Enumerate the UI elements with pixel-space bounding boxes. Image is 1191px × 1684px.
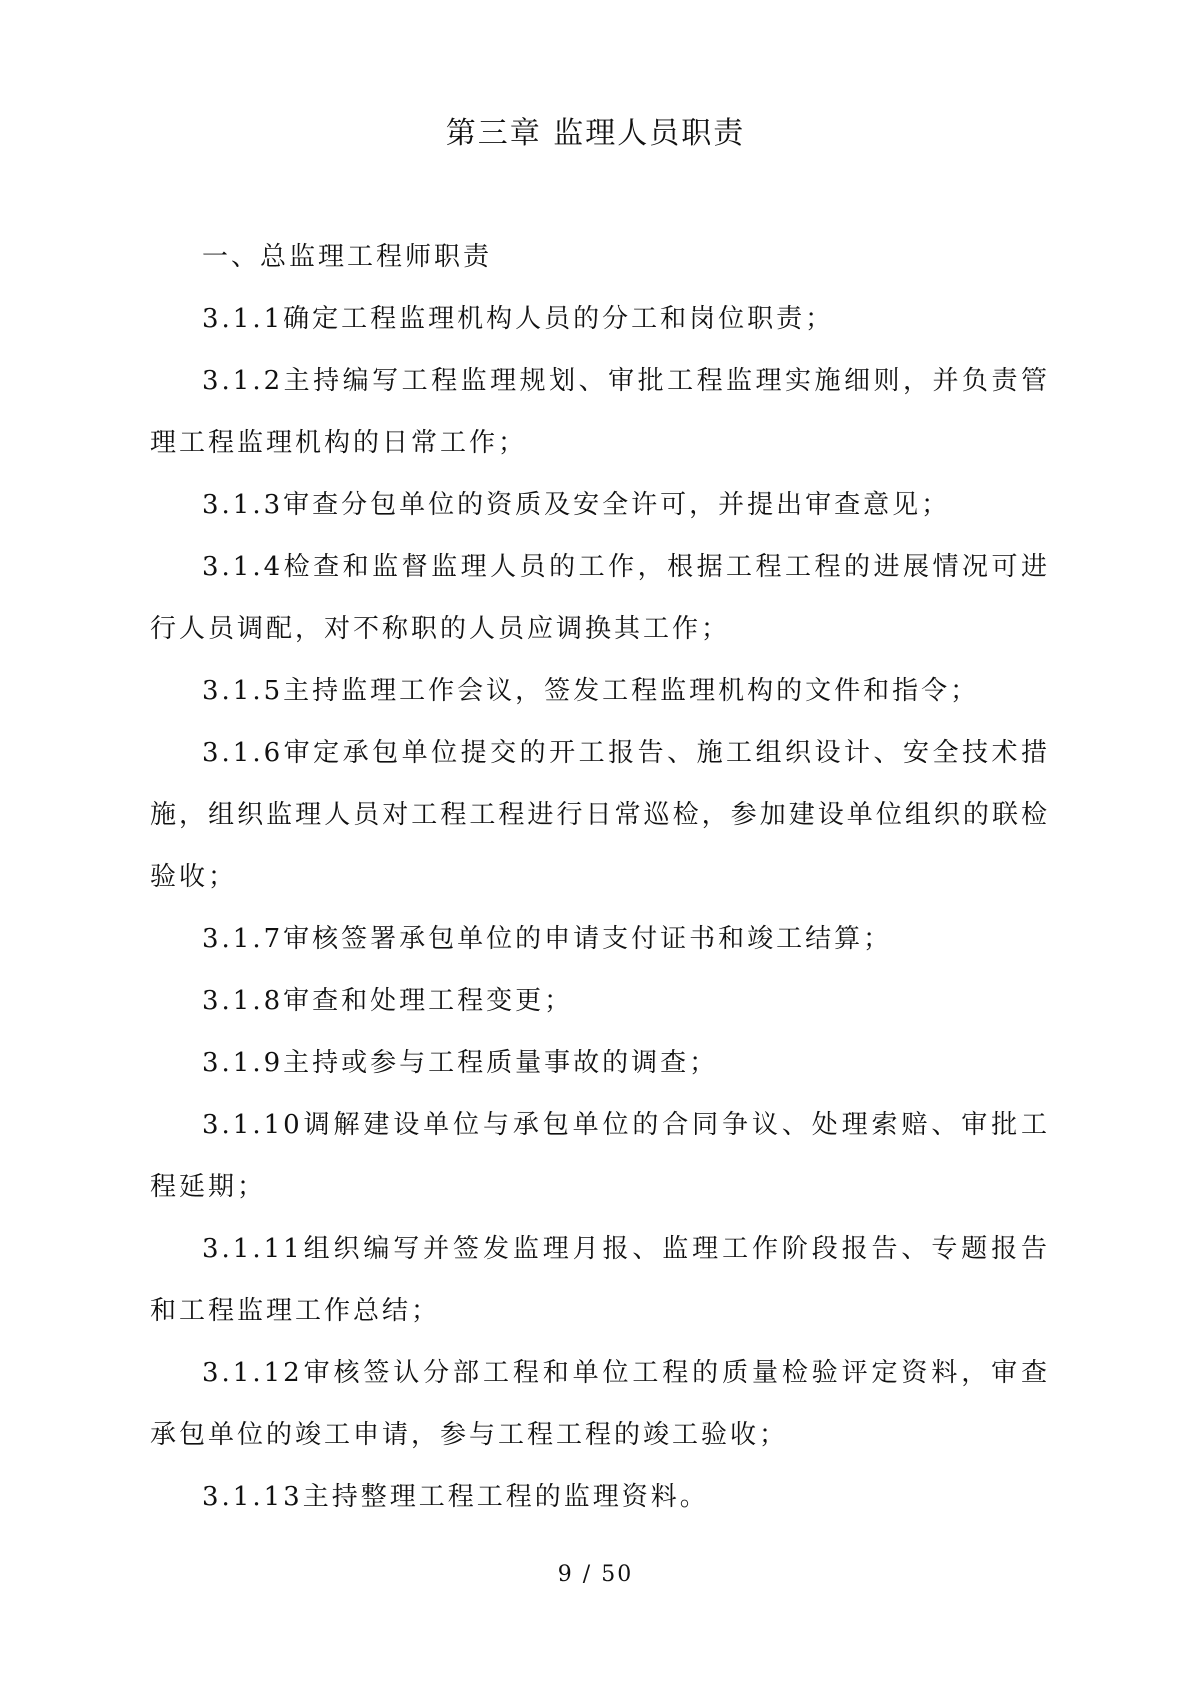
paragraph-3-1-6: 3.1.6审定承包单位提交的开工报告、施工组织设计、安全技术措施，组织监理人员对工程工程进行日常巡检，参加建设单位组织的联检验收； [150,738,1050,892]
paragraph-3-1-8: 3.1.8审查和处理工程变更； [202,986,574,1016]
chapter-title: 第三章 监理人员职责 [445,116,746,151]
paragraph-3-1-2: 3.1.2主持编写工程监理规划、审批工程监理实施细则，并负责管理工程监理机构的日常工作； [150,366,1050,458]
paragraph-3-1-9: 3.1.9主持或参与工程质量事故的调查； [202,1048,719,1078]
paragraph-3-1-3: 3.1.3审查分包单位的资质及安全许可，并提出审查意见； [202,490,951,520]
paragraph-3-1-12: 3.1.12审核签认分部工程和单位工程的质量检验评定资料，审查承包单位的竣工申请，参与工程工程的竣工验收； [150,1358,1050,1450]
page-content [150,226,1050,1528]
paragraph-3-1-4: 3.1.4检查和监督监理人员的工作，根据工程工程的进展情况可进行人员调配，对不称职的人员应调换其工作； [150,552,1050,644]
paragraph-3-1-10: 3.1.10调解建设单位与承包单位的合同争议、处理索赔、审批工程延期； [150,1110,1050,1202]
paragraph-3-1-1: 3.1.1确定工程监理机构人员的分工和岗位职责； [202,304,835,334]
paragraph-3-1-7: 3.1.7审核签署承包单位的申请支付证书和竣工结算； [202,924,893,954]
paragraph-3-1-13: 3.1.13主持整理工程工程的监理资料。 [202,1482,709,1512]
paragraph-3-1-11: 3.1.11组织编写并签发监理月报、监理工作阶段报告、专题报告和工程监理工作总结； [150,1234,1050,1326]
page-number: 9 / 50 [557,1562,634,1587]
paragraph-3-1-5: 3.1.5主持监理工作会议，签发工程监理机构的文件和指令； [202,676,980,706]
section-heading: 一、总监理工程师职责 [202,242,493,272]
